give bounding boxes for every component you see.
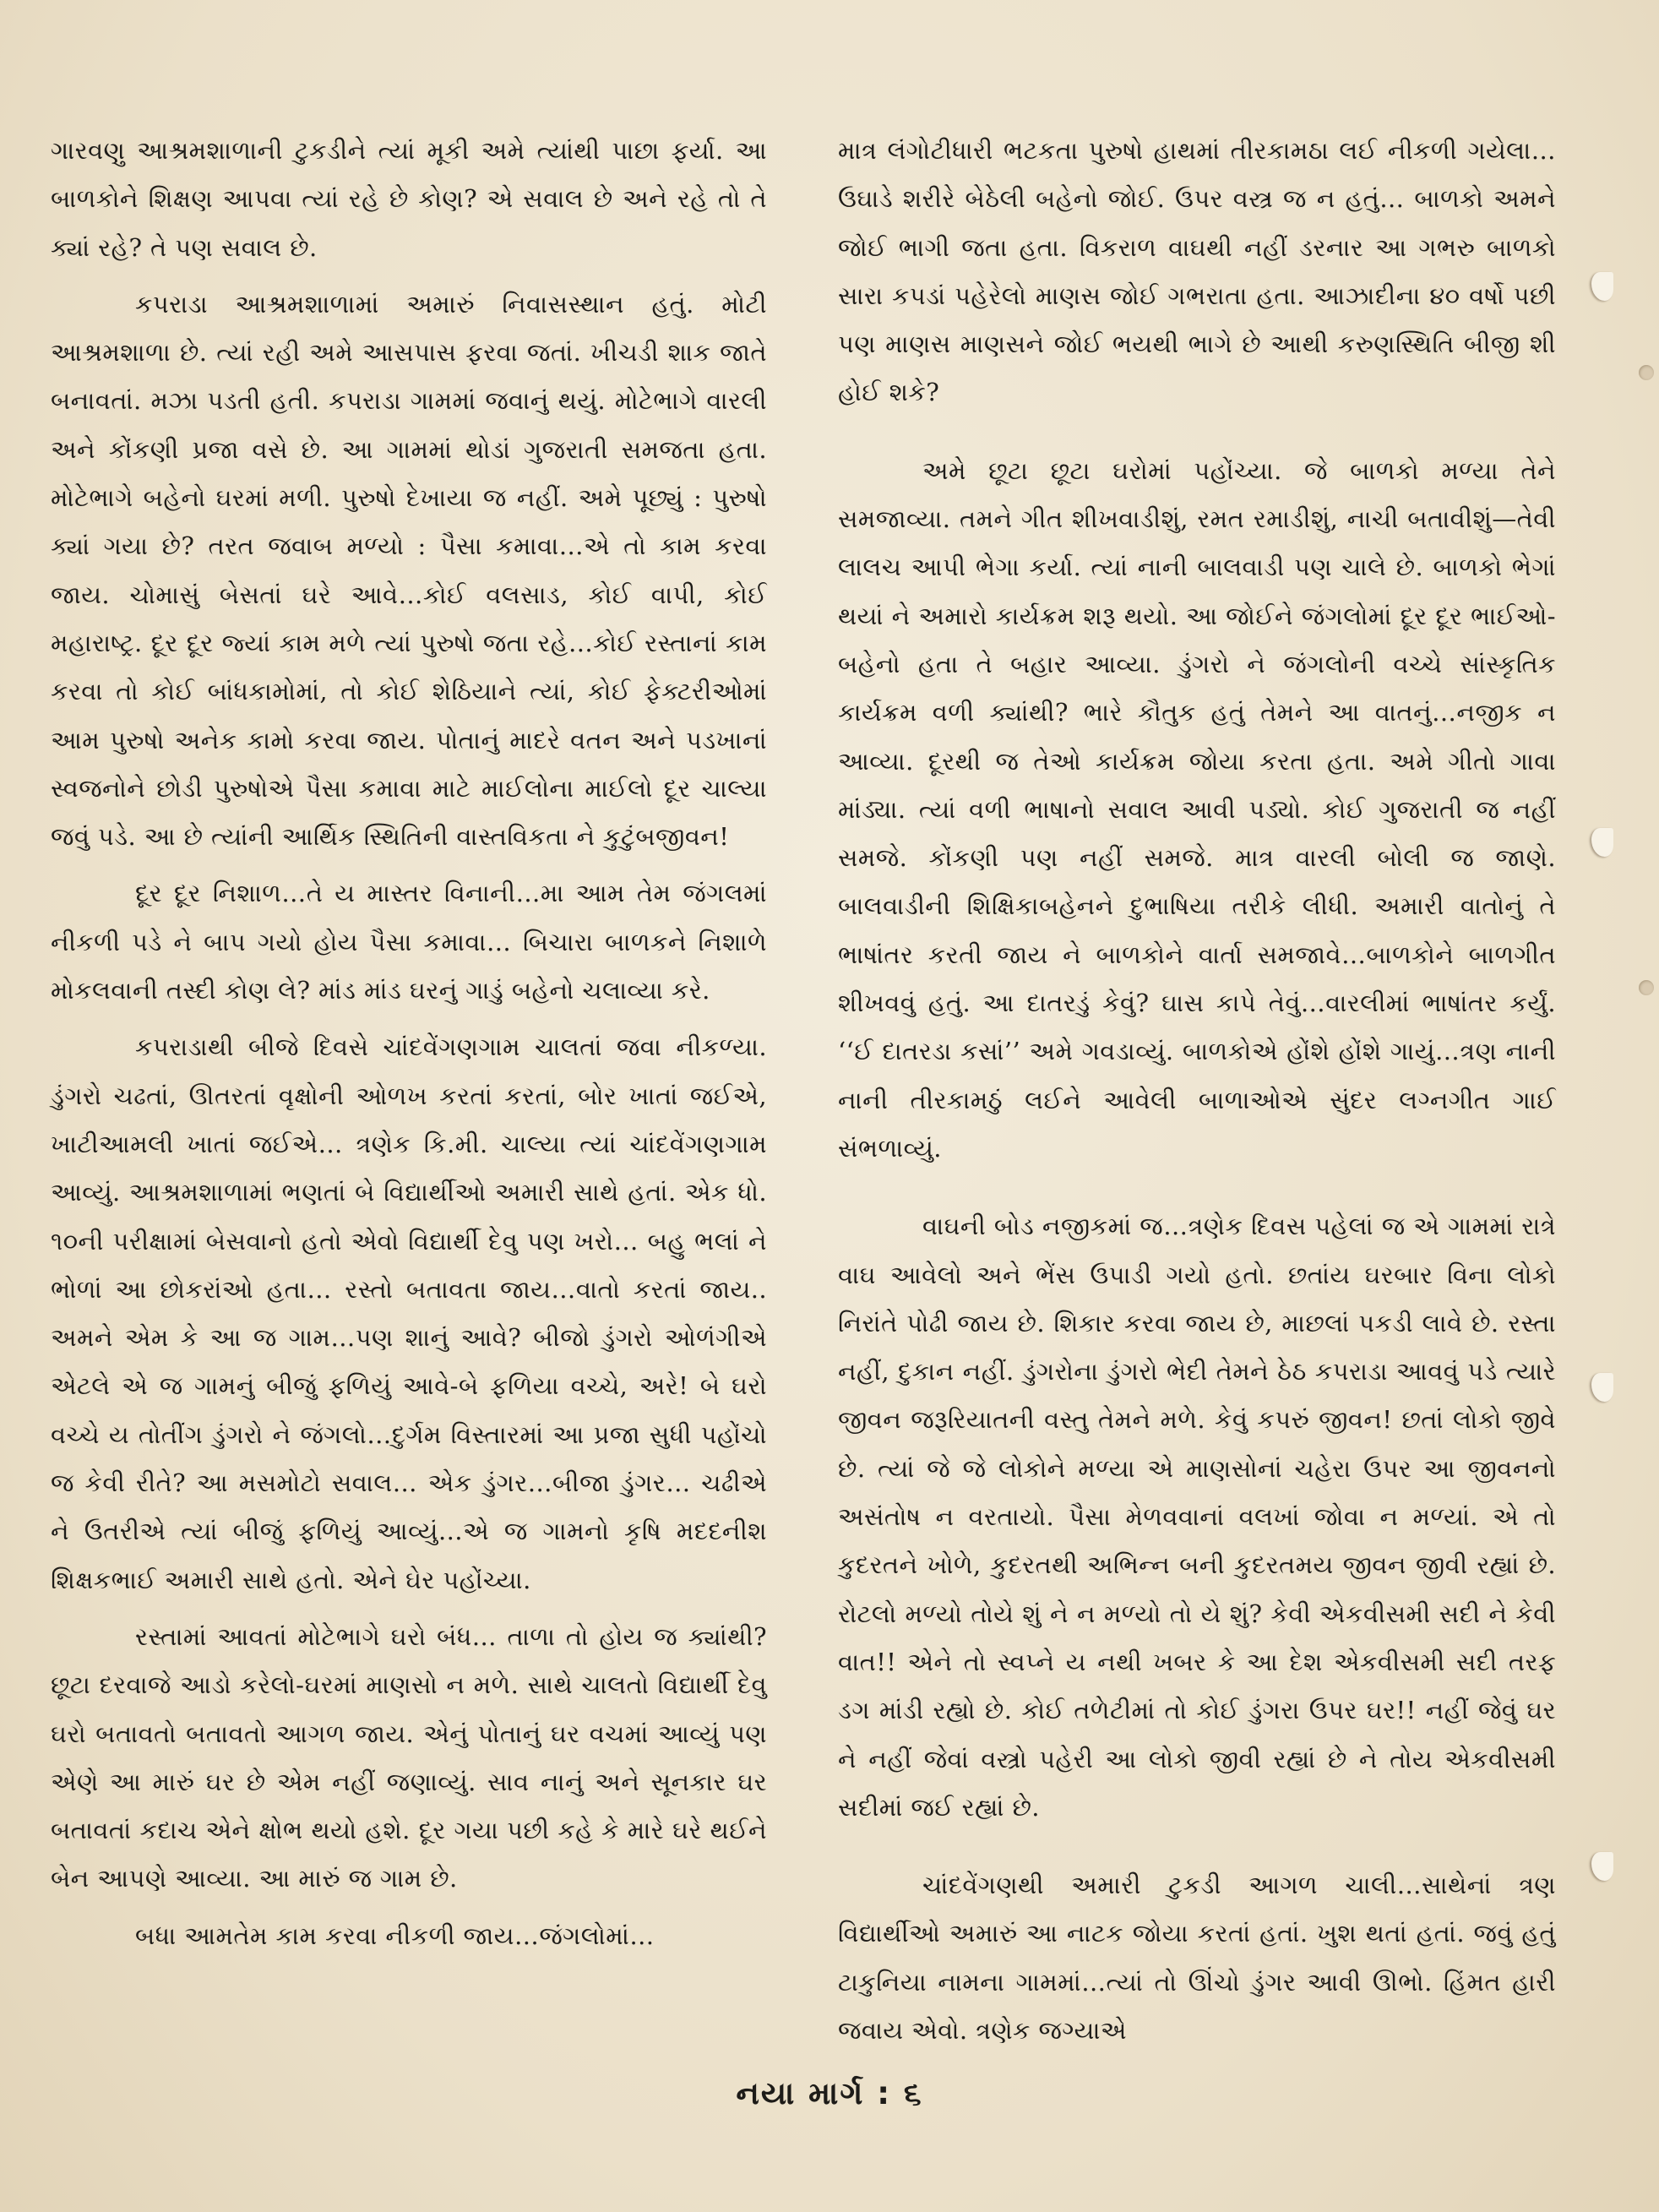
left-column xyxy=(51,127,767,1960)
paragraph: રસ્તામાં આવતાં મોટેભાગે ઘરો બંધ… તાળા તો હોય જ ક્યાંથી? છૂટા દરવાજે આડો કરેલો-ઘરમાં માણસો ન મળે. સાથે ચાલતો વિદ્યાર્થી દેવુ ઘરો બતાવતો બતાવતો આગળ જાય. એનું પોતાનું ઘર વચમાં આવ્યું પણ એણે આ મારું ઘર છે એમ નહીં જણાવ્યું. સાવ નાનું અને સૂનકાર ઘર બતાવતાં કદાચ એને ક્ષોભ થયો હશે. દૂર ગયા પછી કહે કે મારે ઘરે થઈને બેન આપણે આવ્યા. આ મારું જ ગામ છે. xyxy=(51,1621,767,1893)
paragraph: ગારવણુ આશ્રમશાળાની ટુકડીને ત્યાં મૂકી અમે ત્યાંથી પાછા ફર્યા. આ બાળકોને શિક્ષણ આપવા ત્યાં રહે છે કોણ? એ સવાલ છે અને રહે તો તે ક્યાં રહે? તે પણ સવાલ છે. xyxy=(51,136,767,262)
paragraph: કપરાડા આશ્રમશાળામાં અમારું નિવાસસ્થાન હતું. મોટી આશ્રમશાળા છે. ત્યાં રહી અમે આસપાસ ફરવા જતાં. ખીચડી શાક જાતે બનાવતાં. મઝા પડતી હતી. કપરાડા ગામમાં જવાનું થયું. મોટેભાગે વારલી અને કોંકણી પ્રજા વસે છે. આ ગામમાં થોડાં ગુજરાતી સમજતા હતા. મોટેભાગે બહેનો ઘરમાં મળી. પુરુષો દેખાયા જ નહીં. અમે પૂછ્યું : પુરુષો ક્યાં ગયા છે? તરત જવાબ મળ્યો : પૈસા કમાવા…એ તો કામ કરવા જાય. ચોમાસું બેસતાં ઘરે આવે…કોઈ વલસાડ, કોઈ વાપી, કોઈ મહારાષ્ટ્ર. દૂર દૂર જ્યાં કામ મળે ત્યાં પુરુષો જતા રહે…કોઈ રસ્તાનાં કામ કરવા તો કોઈ બાંધકામોમાં, તો કોઈ શેઠિયાને ત્યાં, કોઈ ફેક્ટરીઓમાં આમ પુરુષો અનેક કામો કરવા જાય. પોતાનું માદરે વતન અને પડખાનાં સ્વજનોને છોડી પુરુષોએ પૈસા કમાવા માટે માઈલોના માઈલો દૂર ચાલ્યા જવું પડે. આ છે ત્યાંની આર્થિક સ્થિતિની વાસ્તવિકતા ને કુટુંબજીવન! xyxy=(51,289,767,852)
punch-hole-mark xyxy=(1639,365,1654,380)
paragraph: વાઘની બોડ નજીકમાં જ…ત્રણેક દિવસ પહેલાં જ એ ગામમાં રાત્રે વાઘ આવેલો અને ભેંસ ઉપાડી ગયો હતો. છતાંય ઘરબાર વિના લોકો નિરાંતે પોઢી જાય છે. શિકાર કરવા જાય છે, માછલાં પકડી લાવે છે. રસ્તા નહીં, દુકાન નહીં. ડુંગરોના ડુંગરો ભેદી તેમને ઠેઠ કપરાડા આવવું પડે ત્યારે જીવન જરૂરિયાતની વસ્તુ તેમને મળે. કેવું કપરું જીવન! છતાં લોકો જીવે છે. ત્યાં જે જે લોકોને મળ્યા એ માણસોનાં ચહેરા ઉપર આ જીવનનો અસંતોષ ન વરતાયો. પૈસા મેળવવાનાં વલખાં જોવા ન મળ્યાં. એ તો કુદરતને ખોળે, કુદરતથી અભિન્ન બની કુદરતમય જીવન જીવી રહ્યાં છે. રોટલો મળ્યો તોયે શું ને ન મળ્યો તો યે શું? કેવી એકવીસમી સદી ને કેવી વાત!! એને તો સ્વપ્ને ય નથી ખબર કે આ દેશ એકવીસમી સદી તરફ ડગ માંડી રહ્યો છે. કોઈ તળેટીમાં તો કોઈ ડુંગરા ઉપર ઘર!! નહીં જેવું ઘર ને નહીં જેવાં વસ્ત્રો પહેરી આ લોકો જીવી રહ્યાં છે ને તોય એકવીસમી સદીમાં જઈ રહ્યાં છે. xyxy=(838,1212,1556,1822)
paragraph: ચાંદવેંગણથી અમારી ટુકડી આગળ ચાલી…સાથેનાં ત્રણ વિદ્યાર્થીઓ અમારું આ નાટક જોયા કરતાં હતાં. ખુશ થતાં હતાં. જવું હતું ટાકુનિયા નામના ગામમાં…ત્યાં તો ઊંચો ડુંગર આવી ઊભો. હિંમત હારી જવાય એવો. ત્રણેક જગ્યાએ xyxy=(838,1871,1556,2045)
punch-hole-mark xyxy=(1639,980,1654,995)
right-column xyxy=(838,127,1556,2055)
paragraph: બધા આમતેમ કામ કરવા નીકળી જાય…જંગલોમાં… xyxy=(135,1921,655,1950)
page-footer: નયા માર્ગ : ૬ xyxy=(736,2075,923,2111)
paper-tear-mark xyxy=(1591,1852,1613,1881)
paper-tear-mark xyxy=(1591,828,1613,857)
paper-tear-mark xyxy=(1591,1373,1613,1402)
paragraph: અમે છૂટા છૂટા ઘરોમાં પહોંચ્યા. જે બાળકો મળ્યા તેને સમજાવ્યા. તમને ગીત શીખવાડીશું, રમત રમાડીશું, નાચી બતાવીશું—તેવી લાલચ આપી ભેગા કર્યા. ત્યાં નાની બાલવાડી પણ ચાલે છે. બાળકો ભેગાં થયાં ને અમારો કાર્યક્રમ શરૂ થયો. આ જોઈને જંગલોમાં દૂર દૂર ભાઈઓ-બહેનો હતા તે બહાર આવ્યા. ડુંગરો ને જંગલોની વચ્ચે સાંસ્કૃતિક કાર્યક્રમ વળી ક્યાંથી? ભારે કૌતુક હતું તેમને આ વાતનું…નજીક ન આવ્યા. દૂરથી જ તેઓ કાર્યક્રમ જોયા કરતા હતા. અમે ગીતો ગાવા માંડ્યા. ત્યાં વળી ભાષાનો સવાલ આવી પડ્યો. કોઈ ગુજરાતી જ નહીં સમજે. કોંકણી પણ નહીં સમજે. માત્ર વારલી બોલી જ જાણે. બાલવાડીની શિક્ષિકાબહેનને દુભાષિયા તરીકે લીધી. અમારી વાતોનું તે ભાષાંતર કરતી જાય ને બાળકોને વાર્તા સમજાવે…બાળકોને બાળગીત શીખવવું હતું. આ દાતરડું કેવું? ઘાસ કાપે તેવું…વારલીમાં ભાષાંતર કર્યું. ‘‘ઈ દાતરડા કસાં’’ અમે ગવડાવ્યું. બાળકોએ હોંશે હોંશે ગાયું…ત્રણ નાની નાની તીરકામઠું લઈને આવેલી બાળાઓએ સુંદર લગ્નગીત ગાઈ સંભળાવ્યું. xyxy=(838,455,1556,1163)
paper-tear-mark xyxy=(1591,272,1613,301)
paragraph: માત્ર લંગોટીધારી ભટકતા પુરુષો હાથમાં તીરકામઠા લઈ નીકળી ગયેલા… ઉઘાડે શરીરે બેઠેલી બહેનો જોઈ. ઉપર વસ્ત્ર જ ન હતું… બાળકો અમને જોઈ ભાગી જતા હતા. વિકરાળ વાઘથી નહીં ડરનાર આ ગભરુ બાળકો સારા કપડાં પહેરેલો માણસ જોઈ ગભરાતા હતા. આઝાદીના ૪૦ વર્ષો પછી પણ માણસ માણસને જોઈ ભયથી ભાગે છે આથી કરુણસ્થિતિ બીજી શી હોઈ શકે? xyxy=(838,136,1556,407)
paragraph: કપરાડાથી બીજે દિવસે ચાંદવેંગણગામ ચાલતાં જવા નીકળ્યા. ડુંગરો ચઢતાં, ઊતરતાં વૃક્ષોની ઓળખ કરતાં કરતાં, બોર ખાતાં જઈએ, ખાટીઆમલી ખાતાં જઈએ… ત્રણેક કિ.મી. ચાલ્યા ત્યાં ચાંદવેંગણગામ આવ્યું. આશ્રમશાળામાં ભણતાં બે વિદ્યાર્થીઓ અમારી સાથે હતાં. એક ધો. ૧૦ની પરીક્ષામાં બેસવાનો હતો એવો વિદ્યાર્થી દેવુ પણ ખરો… બહુ ભલાં ને ભોળાં આ છોકરાંઓ હતા… રસ્તો બતાવતા જાય…વાતો કરતાં જાય.. અમને એમ કે આ જ ગામ…પણ શાનું આવે? બીજો ડુંગરો ઓળંગીએ એટલે એ જ ગામનું બીજું ફળિયું આવે-બે ફળિયા વચ્ચે, અરે! બે ઘરો વચ્ચે ય તોતીંગ ડુંગરો ને જંગલો…દુર્ગમ વિસ્તારમાં આ પ્રજા સુધી પહોંચો જ કેવી રીતે? આ મસમોટો સવાલ… એક ડુંગર…બીજા ડુંગર… ચઢીએ ને ઉતરીએ ત્યાં બીજું ફળિયું આવ્યું…એ જ ગામનો કૃષિ મદદનીશ શિક્ષકભાઈ અમારી સાથે હતો. એને ઘેર પહોંચ્યા. xyxy=(51,1032,767,1594)
paragraph: દૂર દૂર નિશાળ…તે ય માસ્તર વિનાની…મા આમ તેમ જંગલમાં નીકળી પડે ને બાપ ગયો હોય પૈસા કમાવા… બિચારા બાળકને નિશાળે મોકલવાની તસ્દી કોણ લે? માંડ માંડ ઘરનું ગાડું બહેનો ચલાવ્યા કરે. xyxy=(51,879,767,1005)
